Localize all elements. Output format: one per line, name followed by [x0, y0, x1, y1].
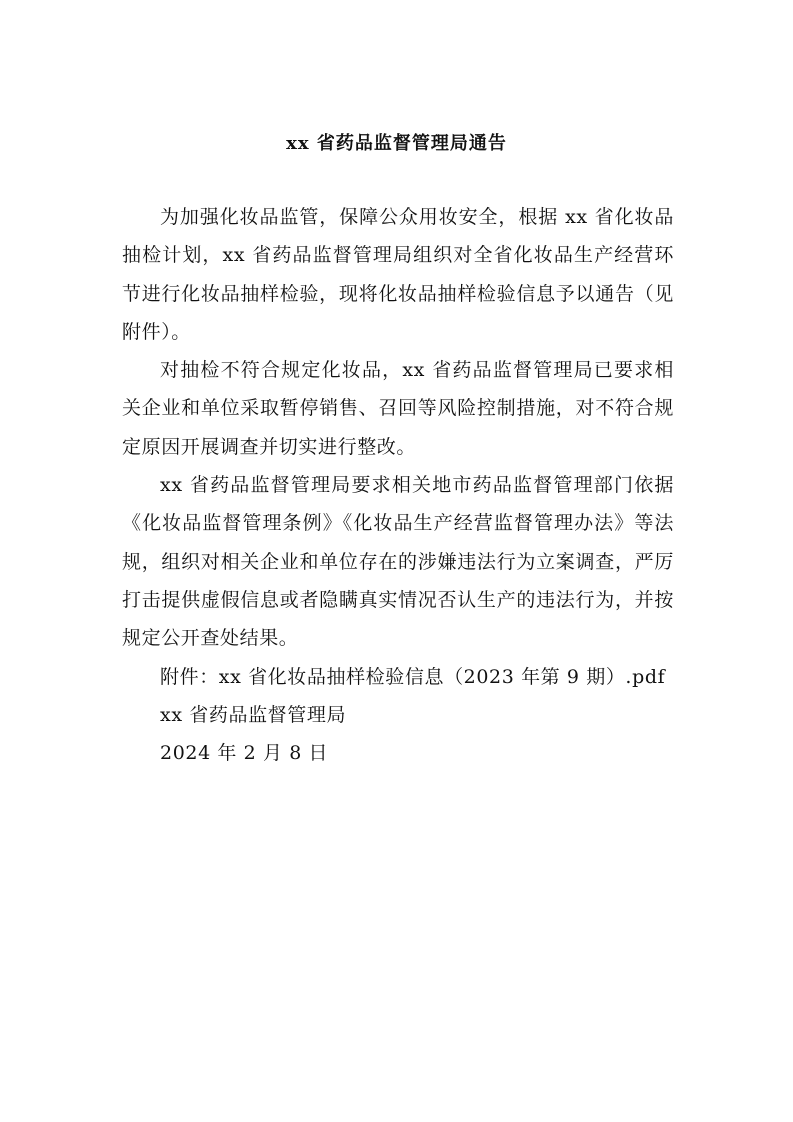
paragraph-intro: 为加强化妆品监管，保障公众用妆安全，根据 xx 省化妆品抽检计划，xx 省药品监督管理局组织对全省化妆品生产经营环节进行化妆品抽样检验，现将化妆品抽样检验信息予以通告（见附件）。	[122, 206, 674, 343]
paragraph-investigation: xx 省药品监督管理局要求相关地市药品监督管理部门依据《化妆品监督管理条例》《化妆品生产经营监督管理办法》等法规，组织对相关企业和单位存在的涉嫌违法行为立案调查，严厉打击提供虚假信息或者隐瞒真实情况否认生产的违法行为，并按规定公开查处结果。	[122, 474, 674, 650]
issuer-name: xx 省药品监督管理局	[160, 703, 347, 726]
document-body	[122, 198, 674, 772]
paragraph-risk-control: 对抽检不符合规定化妆品，xx 省药品监督管理局已要求相关企业和单位采取暂停销售、召回等风险控制措施，对不符合规定原因开展调查并切实进行整改。	[122, 359, 674, 458]
issue-date: 2024 年 2 月 8 日	[160, 742, 329, 765]
attachment-link[interactable]: 附件：xx 省化妆品抽样检验信息（2023 年第 9 期）.pdf	[160, 665, 666, 688]
document-title: xx 省药品监督管理局通告	[286, 133, 507, 154]
